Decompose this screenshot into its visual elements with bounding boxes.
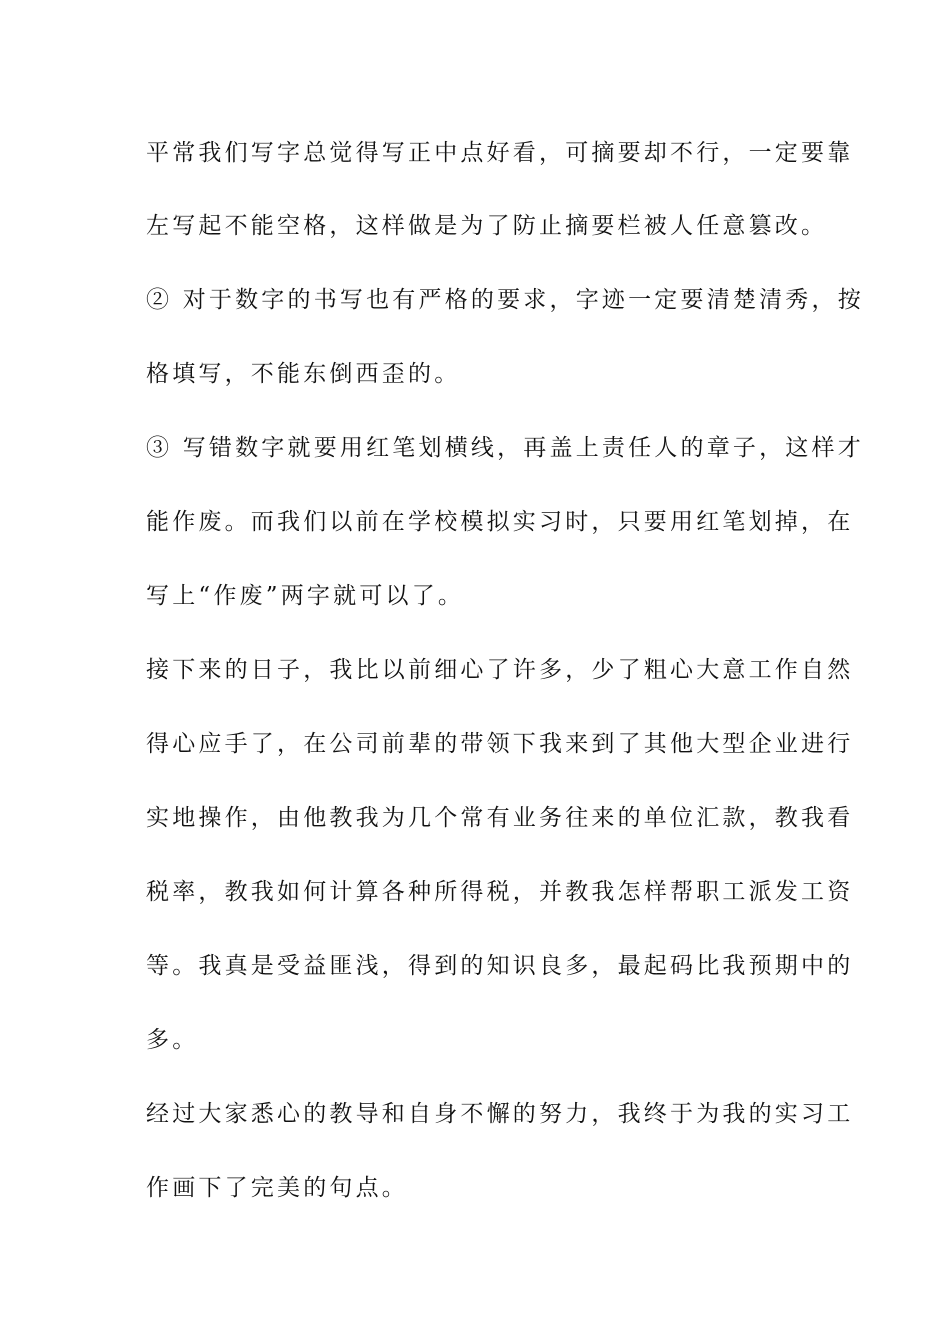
text-line: 格填写，不能东倒西歪的。 (146, 361, 461, 387)
text-line: 接下来的日子，我比以前细心了许多，少了粗心大意工作自然 (146, 657, 854, 683)
text-line: 平常我们写字总觉得写正中点好看，可摘要却不行，一定要靠 (146, 140, 854, 166)
text-line: 得心应手了，在公司前辈的带领下我来到了其他大型企业进行 (146, 731, 854, 757)
text-line: 作画下了完美的句点。 (146, 1175, 408, 1201)
text-line: ② 对于数字的书写也有严格的要求，字迹一定要清楚清秀，按 (146, 287, 864, 313)
text-line: 多。 (146, 1027, 199, 1053)
text-line: ③ 写错数字就要用红笔划横线，再盖上责任人的章子，这样才 (146, 435, 864, 461)
text-line: 写上“作废”两字就可以了。 (146, 583, 465, 609)
text-line: 左写起不能空格，这样做是为了防止摘要栏被人任意篡改。 (146, 213, 828, 239)
text-line: 等。我真是受益匪浅，得到的知识良多，最起码比我预期中的 (146, 953, 854, 979)
text-line: 能作废。而我们以前在学校模拟实习时，只要用红笔划掉，在 (146, 509, 854, 535)
text-line: 实地操作，由他教我为几个常有业务往来的单位汇款，教我看 (146, 805, 854, 831)
text-line: 经过大家悉心的教导和自身不懈的努力，我终于为我的实习工 (146, 1101, 854, 1127)
text-line: 税率，教我如何计算各种所得税，并教我怎样帮职工派发工资 (146, 879, 854, 905)
